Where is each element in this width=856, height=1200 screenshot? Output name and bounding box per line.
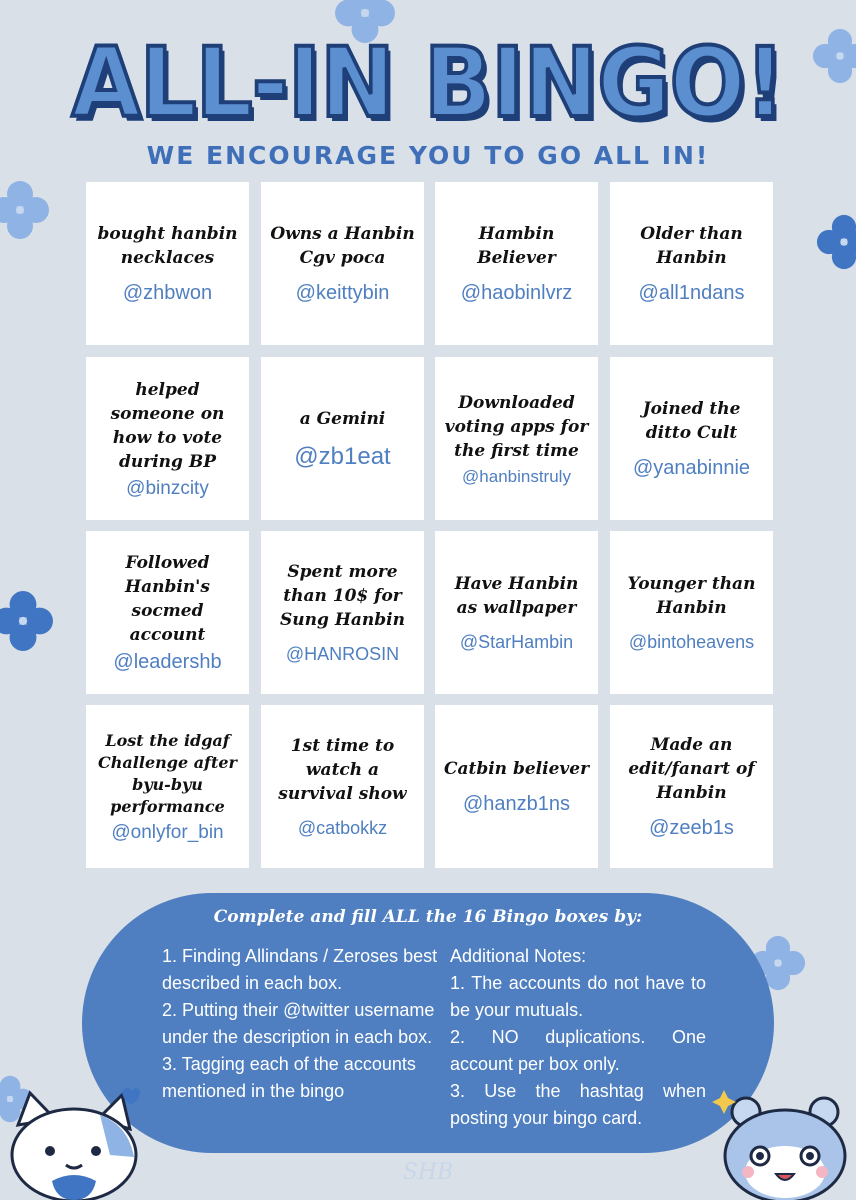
bingo-cell-description: Joined the ditto Cult <box>642 399 741 443</box>
note-item: 2. NO duplications. One account per box only. <box>450 1027 706 1074</box>
bingo-cell[interactable] <box>610 531 773 694</box>
bingo-cell-description: a Gemini <box>299 408 386 429</box>
instruction-step: 3. Tagging each of the accounts mentioned in the bingo <box>162 1054 416 1101</box>
bingo-cell-handle: @StarHambin <box>459 632 574 652</box>
clover-left-middle-icon <box>0 590 54 652</box>
bingo-cell-handle: @bintoheavens <box>628 632 755 652</box>
bingo-cell-handle: @zb1eat <box>294 442 391 470</box>
bingo-cell-description: Followed Hanbin's socmed account <box>125 553 210 645</box>
bingo-cell[interactable] <box>261 357 424 520</box>
bingo-cell-description: Lost the idgaf Challenge after byu-byu performance <box>98 730 237 816</box>
bingo-grid <box>86 182 773 868</box>
bingo-cell[interactable] <box>610 182 773 345</box>
bingo-cell-handle: @yanabinnie <box>632 457 751 479</box>
page-subtitle: WE ENCOURAGE YOU TO GO ALL IN! <box>146 141 710 170</box>
bingo-cell-description: Downloaded voting apps for the first time <box>444 392 589 461</box>
bingo-cell[interactable] <box>435 705 598 868</box>
bingo-cell-handle: @zhbwon <box>122 282 213 304</box>
bingo-cell[interactable] <box>261 182 424 345</box>
bingo-cell-handle: @zeeb1s <box>649 817 734 839</box>
clover-right-upper-icon <box>816 214 856 270</box>
bingo-cell[interactable] <box>435 357 598 520</box>
additional-notes <box>450 943 706 1132</box>
bingo-cell[interactable] <box>86 531 249 694</box>
bingo-cell-description: Catbin believer <box>443 759 590 779</box>
bingo-cell-description: Younger than Hanbin <box>627 574 756 618</box>
note-item: 1. The accounts do not have to be your mutuals. <box>450 973 706 1020</box>
bingo-cell-description: helped someone on how to vote during BP <box>110 379 225 472</box>
bingo-cell-description: Made an edit/fanart of Hanbin <box>628 735 755 803</box>
bingo-cell[interactable] <box>435 182 598 345</box>
signature: SHB <box>402 1160 454 1185</box>
instructions-steps <box>162 943 442 1105</box>
clover-left-upper-icon <box>0 180 50 240</box>
bingo-cell-handle: @leadershb <box>113 651 222 673</box>
bingo-cell-description: bought hanbin necklaces <box>97 224 238 268</box>
bingo-cell-handle: @HANROSIN <box>285 644 400 664</box>
bingo-cell-handle: @catbokkz <box>297 818 388 838</box>
bingo-cell-handle: @keittybin <box>295 282 390 304</box>
bingo-cell[interactable] <box>86 705 249 868</box>
instruction-step: 2. Putting their @twitter username under the description in each box. <box>162 1000 435 1047</box>
bingo-cell-description: Hambin Believer <box>477 224 556 268</box>
bingo-cell-description: Have Hanbin as wallpaper <box>454 574 579 618</box>
bingo-cell-description: Owns a Hanbin Cgv poca <box>270 224 415 268</box>
instructions-heading: Complete and fill ALL the 16 Bingo boxes by: <box>213 907 643 927</box>
instructions-panel <box>82 893 774 1153</box>
bingo-cell-description: Older than Hanbin <box>640 224 743 268</box>
bingo-cell[interactable] <box>261 705 424 868</box>
bingo-cell[interactable] <box>86 182 249 345</box>
bingo-cell-handle: @binzcity <box>126 477 209 499</box>
bingo-cell-handle: @onlyfor_bin <box>111 821 224 843</box>
bingo-cell[interactable] <box>86 357 249 520</box>
instruction-step: 1. Finding Allindans / Zeroses best described in each box. <box>162 946 438 993</box>
bingo-cell[interactable] <box>610 705 773 868</box>
bingo-cell-description: Spent more than 10$ for Sung Hanbin <box>280 562 405 630</box>
notes-title: Additional Notes: <box>450 946 587 966</box>
bingo-cell-handle: @haobinlvrz <box>460 282 573 304</box>
bingo-cell[interactable] <box>261 531 424 694</box>
bingo-cell-handle: @hanbinstruly <box>462 466 571 486</box>
note-item: 3. Use the hashtag when posting your bingo card. <box>450 1081 706 1128</box>
bingo-cell[interactable] <box>610 357 773 520</box>
bingo-cell-handle: @hanzb1ns <box>462 793 571 815</box>
bingo-cell[interactable] <box>435 531 598 694</box>
bingo-cell-handle: @all1ndans <box>638 282 745 304</box>
page-title: ALL-IN BINGO! <box>71 27 785 139</box>
bingo-cell-description: 1st time to watch a survival show <box>278 736 407 804</box>
